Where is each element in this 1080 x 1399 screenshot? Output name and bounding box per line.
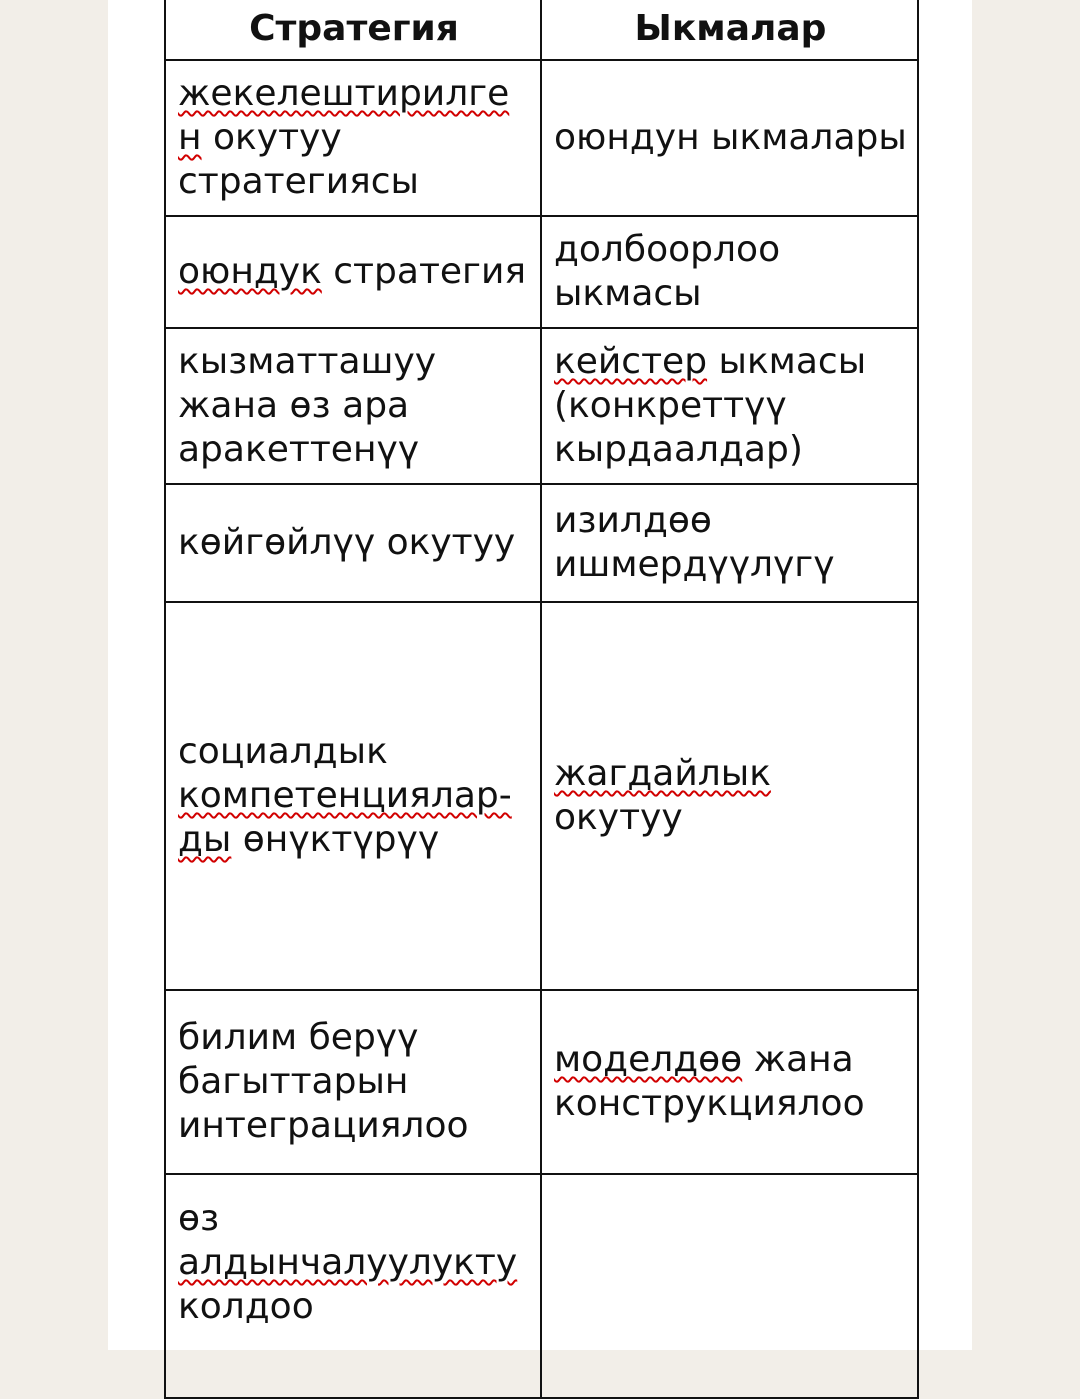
strategy-text: көйгөйлүү окутуу bbox=[178, 522, 516, 563]
strategy-text: өз алдынчалуулукту колдоо bbox=[178, 1198, 518, 1327]
strategy-cell bbox=[165, 1174, 541, 1398]
header-methods: Ыкмалар bbox=[541, 0, 918, 60]
method-cell bbox=[541, 1174, 918, 1398]
strategy-cell bbox=[165, 990, 541, 1174]
table-row bbox=[165, 602, 918, 990]
method-text: жагдайлык окутуу bbox=[554, 753, 771, 838]
strategy-cell bbox=[165, 216, 541, 328]
strategy-cell bbox=[165, 60, 541, 216]
method-text: моделдөө жана конструкциялоо bbox=[554, 1039, 865, 1124]
method-text: кейстер ыкмасы (конкреттүү кырдаалдар) bbox=[554, 341, 867, 470]
spellcheck-flagged-word: алдынчалуулукту bbox=[178, 1242, 518, 1283]
strategy-text: оюндук стратегия bbox=[178, 251, 527, 292]
strategy-text: жекелештирилген окутуу стратегиясы bbox=[178, 73, 510, 202]
spellcheck-flagged-word: жекелештирилген bbox=[178, 73, 510, 158]
method-text: изилдөө ишмердүүлүгү bbox=[554, 500, 835, 585]
method-cell bbox=[541, 990, 918, 1174]
table-row bbox=[165, 216, 918, 328]
spellcheck-flagged-word: кейстер bbox=[554, 341, 708, 382]
spellcheck-flagged-word: моделдөө bbox=[554, 1039, 743, 1080]
table-row bbox=[165, 1174, 918, 1398]
strategy-cell bbox=[165, 602, 541, 990]
table-row bbox=[165, 990, 918, 1174]
table-row bbox=[165, 328, 918, 484]
strategy-methods-table bbox=[164, 0, 919, 1399]
method-cell bbox=[541, 60, 918, 216]
method-cell bbox=[541, 602, 918, 990]
table-row bbox=[165, 60, 918, 216]
strategy-text: социалдык компетенциялар-ды өнүктүрүү bbox=[178, 731, 512, 860]
table-header-row bbox=[165, 0, 918, 60]
strategy-cell bbox=[165, 328, 541, 484]
spellcheck-flagged-word: жагдайлык bbox=[554, 753, 771, 794]
method-text: оюндун ыкмалары bbox=[554, 117, 907, 158]
strategy-text: кызматташуу жана өз ара аракеттенүү bbox=[178, 341, 437, 470]
spellcheck-flagged-word: ды bbox=[178, 819, 232, 860]
strategy-text: билим берүү багыттарын интеграциялоо bbox=[178, 1017, 469, 1146]
method-cell bbox=[541, 484, 918, 602]
header-strategy: Стратегия bbox=[165, 0, 541, 60]
method-cell bbox=[541, 328, 918, 484]
method-cell bbox=[541, 216, 918, 328]
spellcheck-flagged-word: оюндук bbox=[178, 251, 322, 292]
spellcheck-flagged-word: компетенциялар- bbox=[178, 775, 512, 816]
method-text: долбоорлоо ыкмасы bbox=[554, 229, 781, 314]
table-row bbox=[165, 484, 918, 602]
strategy-cell bbox=[165, 484, 541, 602]
